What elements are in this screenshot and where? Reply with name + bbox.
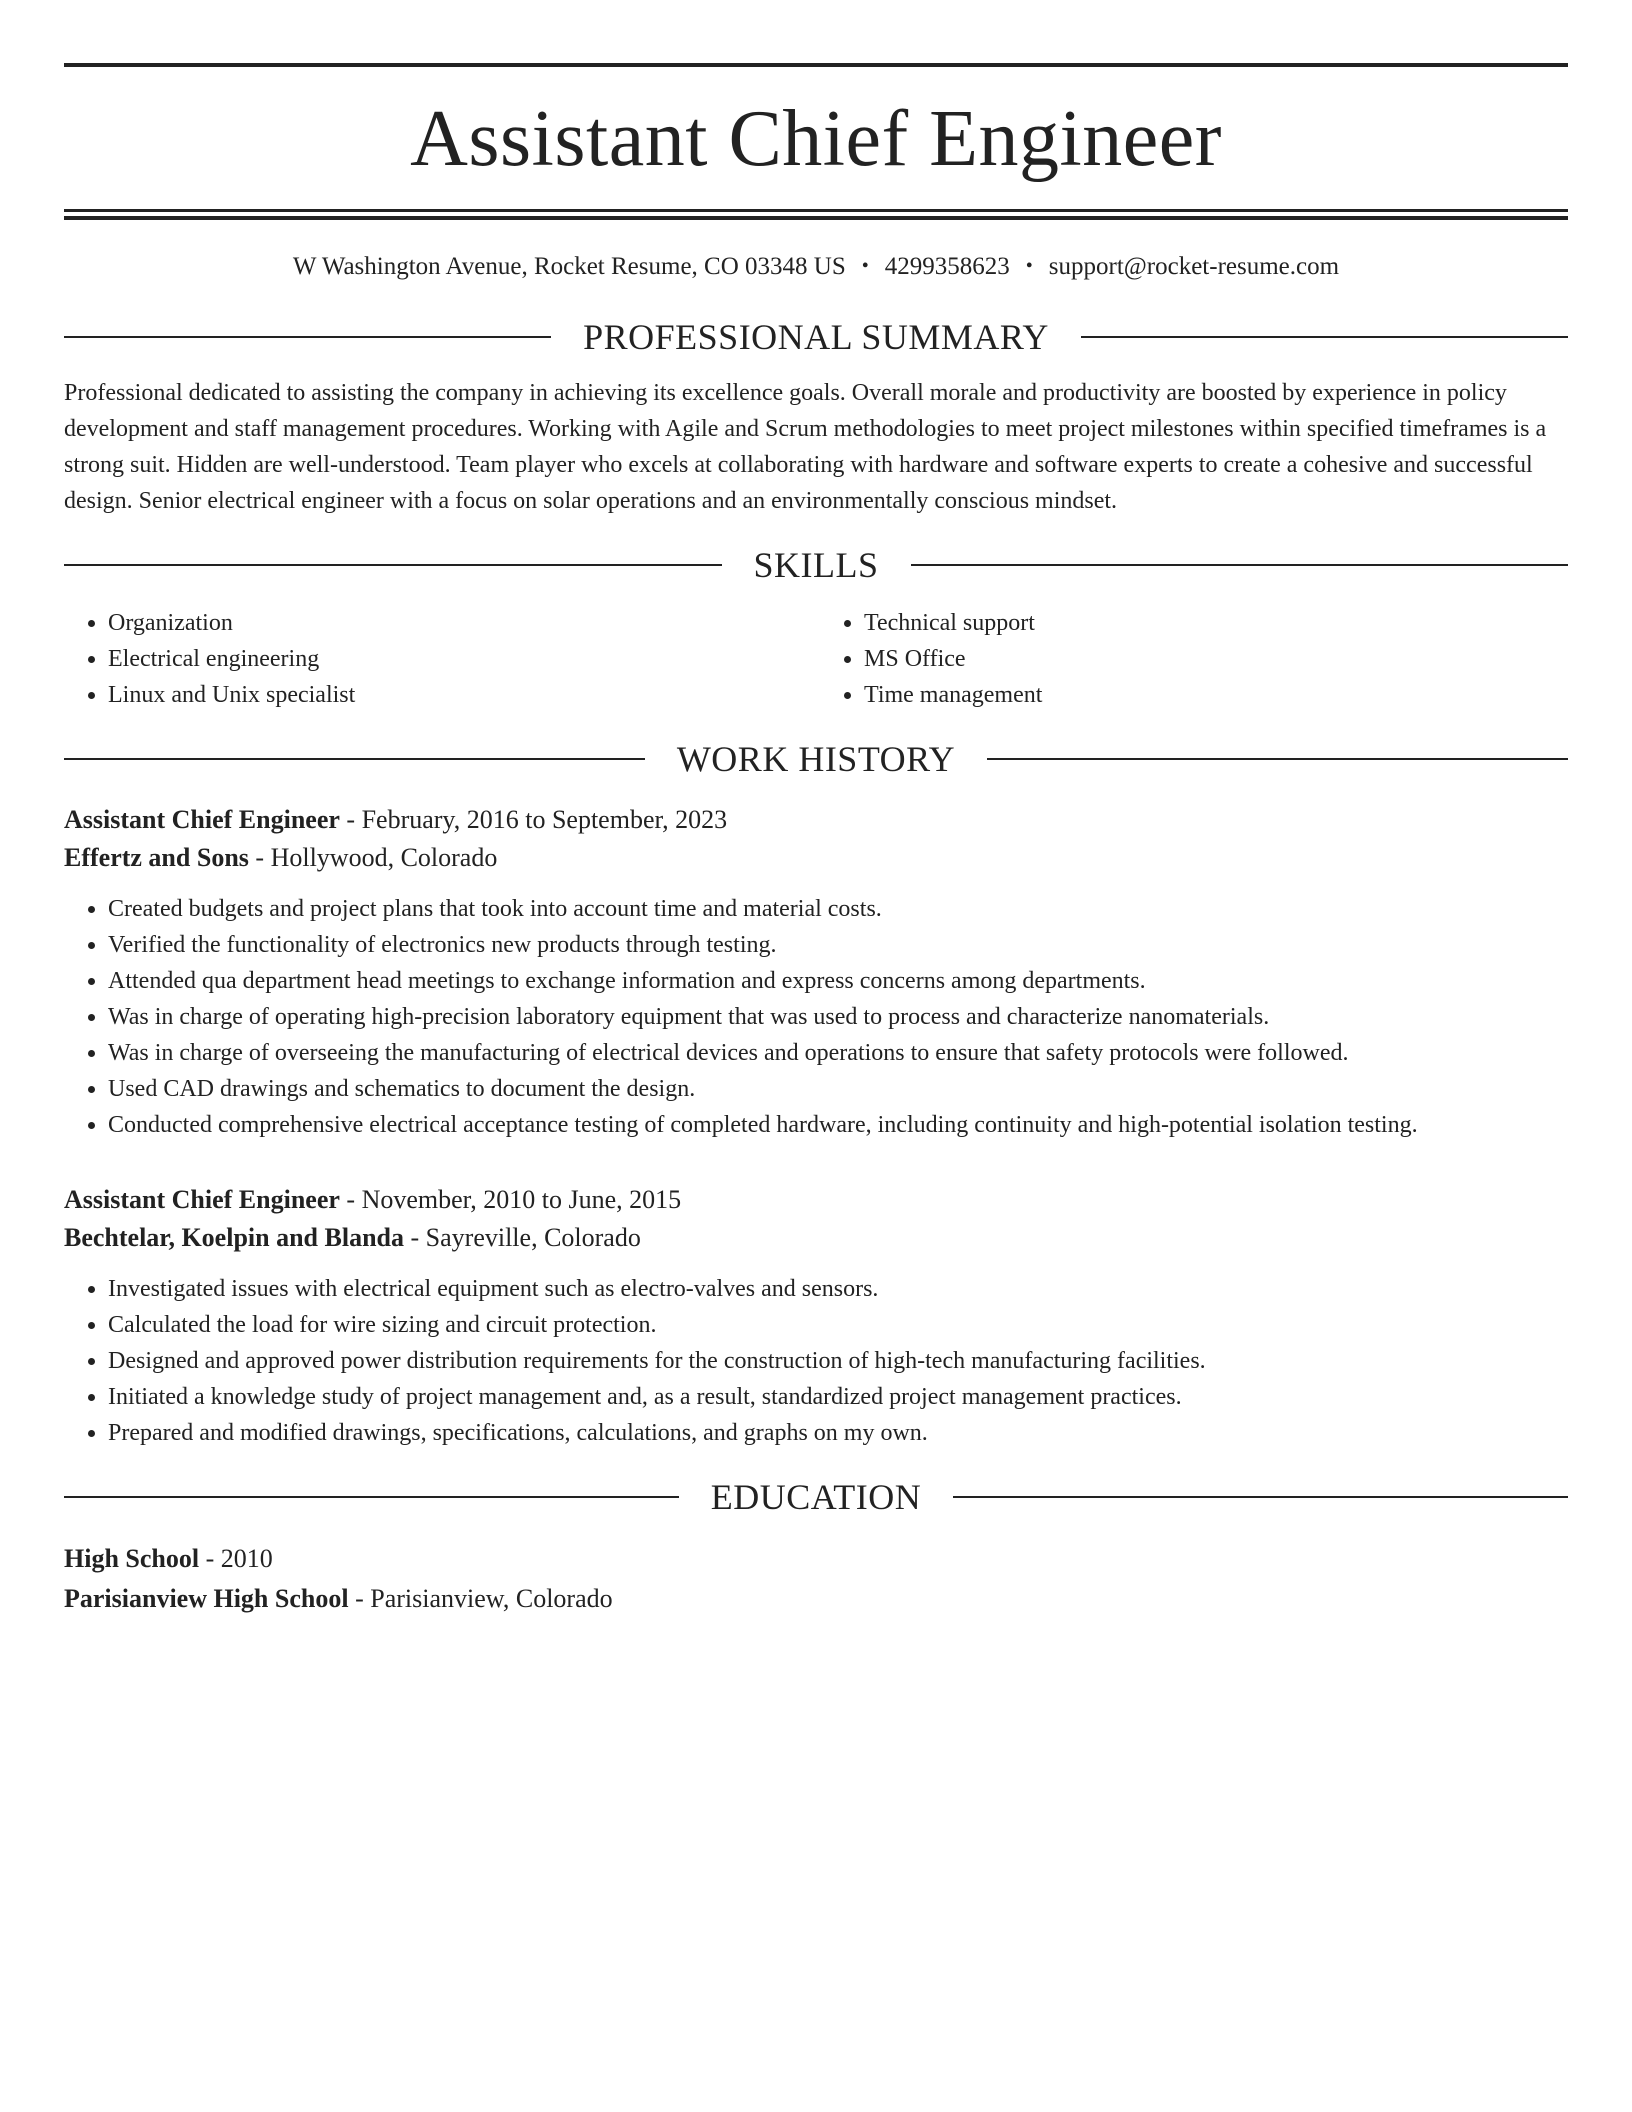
job-company-line bbox=[64, 839, 1568, 877]
job-duties bbox=[64, 891, 1568, 1143]
skills-column-right bbox=[812, 605, 1568, 713]
job-entry bbox=[64, 801, 1568, 1143]
heading-rule-left bbox=[64, 1496, 679, 1498]
summary-heading bbox=[64, 317, 1568, 357]
address: W Washington Avenue, Rocket Resume, CO 03348 US bbox=[292, 253, 846, 280]
email: support@rocket-resume.com bbox=[1048, 253, 1340, 280]
work-heading bbox=[64, 739, 1568, 779]
heading-rule-left bbox=[64, 336, 551, 338]
duty-item: • Designed and approved power distribution requirements for the construction of high-tech manufacturing facilities. bbox=[108, 1343, 1568, 1379]
skill-item: • Linux and Unix specialist bbox=[108, 677, 812, 713]
duty-item: • Was in charge of overseeing the manufacturing of electrical devices and operations to ensure that safety protocols were followed. bbox=[108, 1035, 1568, 1071]
job-title-line bbox=[64, 1181, 1568, 1219]
job-role: Assistant Chief Engineer bbox=[64, 805, 340, 834]
job-company-line bbox=[64, 1219, 1568, 1257]
candidate-name: Assistant Chief Engineer bbox=[410, 95, 1222, 183]
school-location: - Parisianview, Colorado bbox=[348, 1584, 613, 1613]
job-company: Bechtelar, Koelpin and Blanda bbox=[64, 1223, 404, 1252]
heading-rule-right bbox=[953, 1496, 1568, 1498]
skill-item: • Technical support bbox=[864, 605, 1568, 641]
school-line bbox=[64, 1579, 1568, 1619]
top-rule bbox=[64, 63, 1568, 67]
skill-item: • Time management bbox=[864, 677, 1568, 713]
heading-rule-left bbox=[64, 758, 645, 760]
phone: 4299358623 bbox=[884, 253, 1010, 280]
skills-column-left bbox=[64, 605, 812, 713]
job-company: Effertz and Sons bbox=[64, 843, 249, 872]
skills-list bbox=[64, 605, 1568, 713]
duty-item: • Prepared and modified drawings, specifications, calculations, and graphs on my own. bbox=[108, 1415, 1568, 1451]
job-entry bbox=[64, 1181, 1568, 1451]
job-role: Assistant Chief Engineer bbox=[64, 1185, 340, 1214]
duty-item: • Calculated the load for wire sizing and circuit protection. bbox=[108, 1307, 1568, 1343]
degree-line bbox=[64, 1539, 1568, 1579]
duty-item: • Investigated issues with electrical equipment such as electro-valves and sensors. bbox=[108, 1271, 1568, 1307]
section-title: PROFESSIONAL SUMMARY bbox=[583, 317, 1049, 357]
degree: High School bbox=[64, 1544, 200, 1573]
school-name: Parisianview High School bbox=[64, 1584, 349, 1613]
graduation-year: - 2010 bbox=[199, 1544, 273, 1573]
job-location: - Hollywood, Colorado bbox=[248, 843, 498, 872]
summary-text: Professional dedicated to assisting the company in achieving its excellence goals. Overall morale and productivity are boosted by experience in policy development and staff management procedures. Working with Agile and Scrum methodologies to meet project milestones within specified timeframes is a strong suit. Hidden are well-understood. Team player who excels at collaborating with hardware and software experts to create a cohesive and successful design. Senior electrical engineer with a focus on solar operations and an environmentally conscious mindset. bbox=[64, 380, 1547, 514]
separator-dot: • bbox=[1025, 255, 1033, 277]
duty-item: • Conducted comprehensive electrical acceptance testing of completed hardware, including continuity and high-potential isolation testing. bbox=[108, 1107, 1568, 1143]
education-heading bbox=[64, 1477, 1568, 1517]
duty-item: • Attended qua department head meetings to exchange information and express concerns among departments. bbox=[108, 963, 1568, 999]
heading-rule-right bbox=[911, 564, 1569, 566]
contact-line bbox=[64, 250, 1568, 283]
skill-item: • MS Office bbox=[864, 641, 1568, 677]
section-title: SKILLS bbox=[753, 545, 879, 585]
section-title: WORK HISTORY bbox=[676, 739, 956, 779]
job-dates: - February, 2016 to September, 2023 bbox=[339, 805, 728, 834]
separator-dot: • bbox=[861, 255, 869, 277]
duty-item: • Was in charge of operating high-precision laboratory equipment that was used to process and characterize nanomaterials. bbox=[108, 999, 1568, 1035]
duty-item: • Verified the functionality of electronics new products through testing. bbox=[108, 927, 1568, 963]
skills-heading bbox=[64, 545, 1568, 585]
section-title: EDUCATION bbox=[710, 1477, 922, 1517]
job-title-line bbox=[64, 801, 1568, 839]
double-rule bbox=[64, 209, 1568, 220]
job-location: - Sayreville, Colorado bbox=[404, 1223, 641, 1252]
duty-item: • Used CAD drawings and schematics to document the design. bbox=[108, 1071, 1568, 1107]
skill-item: • Electrical engineering bbox=[108, 641, 812, 677]
heading-rule-right bbox=[1081, 336, 1568, 338]
duty-item: • Created budgets and project plans that took into account time and material costs. bbox=[108, 891, 1568, 927]
heading-rule-right bbox=[987, 758, 1568, 760]
skill-item: • Organization bbox=[108, 605, 812, 641]
heading-rule-left bbox=[64, 564, 722, 566]
education-entry bbox=[64, 1539, 1568, 1619]
job-dates: - November, 2010 to June, 2015 bbox=[339, 1185, 682, 1214]
job-duties bbox=[64, 1271, 1568, 1451]
duty-item: • Initiated a knowledge study of project management and, as a result, standardized project management practices. bbox=[108, 1379, 1568, 1415]
